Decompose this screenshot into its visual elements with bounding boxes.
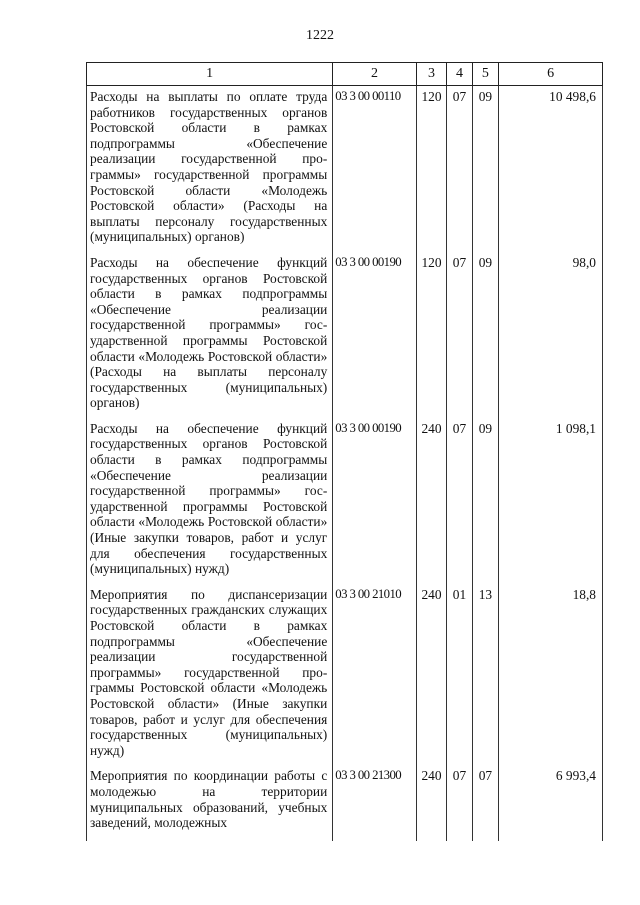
table-row [87, 587, 603, 769]
row-description: Расходы на выплаты по оплате труда работников государственных органов Ростовской области в рамках подпрограммы «Обеспечение реализации государственной программы» государственной программы Ростовской области «Молодежь Ростовской области» (Расходы на выплаты персоналу государственных (муниципальных) органов) [87, 86, 333, 255]
column-header-pr: 5 [472, 63, 498, 86]
column-header-amount: 6 [499, 63, 603, 86]
row-code: 03 3 00 00190 [333, 255, 416, 421]
row-vr: 240 [416, 768, 447, 840]
page-number: 1222 [306, 28, 334, 43]
row-amount: 98,0 [499, 255, 603, 421]
row-pr: 13 [472, 587, 498, 769]
row-pr: 07 [472, 768, 498, 840]
row-amount: 1 098,1 [499, 421, 603, 587]
row-vr: 120 [416, 86, 447, 255]
row-description: Расходы на обеспечение функций государственных органов Ростовской области в рамках подпрограммы «Обеспечение реализации государственной программы» государственной программы Ростовской области «Молодежь Ростовской области» (Иные закупки товаров, работ и услуг для обеспечения государственных (муниципальных) нужд) [87, 421, 333, 587]
row-pr: 09 [472, 421, 498, 587]
row-code: 03 3 00 00110 [333, 86, 416, 255]
row-description: Мероприятия по диспансеризации государственных гражданских служащих Ростовской области в рамках подпрограммы «Обеспечение реализации государственной программы» государственной программы Ростовской области «Молодежь Ростовской области» (Иные закупки товаров, работ и услуг для обеспечения государственных (муниципальных) нужд) [87, 587, 333, 769]
row-vr: 240 [416, 421, 447, 587]
row-rz: 07 [447, 421, 472, 587]
row-pr: 09 [472, 255, 498, 421]
table-row [87, 768, 603, 840]
column-header-vr: 3 [416, 63, 447, 86]
row-amount: 18,8 [499, 587, 603, 769]
column-header-code: 2 [333, 63, 416, 86]
row-pr: 09 [472, 86, 498, 255]
row-rz: 01 [447, 587, 472, 769]
row-code: 03 3 00 00190 [333, 421, 416, 587]
table-row [87, 86, 603, 255]
budget-table [86, 62, 603, 841]
table-row [87, 255, 603, 421]
column-header-description: 1 [87, 63, 333, 86]
row-amount: 6 993,4 [499, 768, 603, 840]
row-amount: 10 498,6 [499, 86, 603, 255]
row-rz: 07 [447, 86, 472, 255]
column-header-rz: 4 [447, 63, 472, 86]
row-rz: 07 [447, 255, 472, 421]
row-rz: 07 [447, 768, 472, 840]
header-row [87, 63, 603, 86]
row-description: Мероприятия по координации работы с молодежью на территории муниципальных образований, учебных заведений, молодежных [87, 768, 333, 840]
row-code: 03 3 00 21010 [333, 587, 416, 769]
table-row [87, 421, 603, 587]
row-vr: 120 [416, 255, 447, 421]
row-vr: 240 [416, 587, 447, 769]
row-description: Расходы на обеспечение функций государственных органов Ростовской области в рамках подпрограммы «Обеспечение реализации государственной программы» государственной программы Ростовской области «Молодежь Ростовской области» (Расходы на выплаты персоналу государственных (муниципальных) органов) [87, 255, 333, 421]
row-code: 03 3 00 21300 [333, 768, 416, 840]
